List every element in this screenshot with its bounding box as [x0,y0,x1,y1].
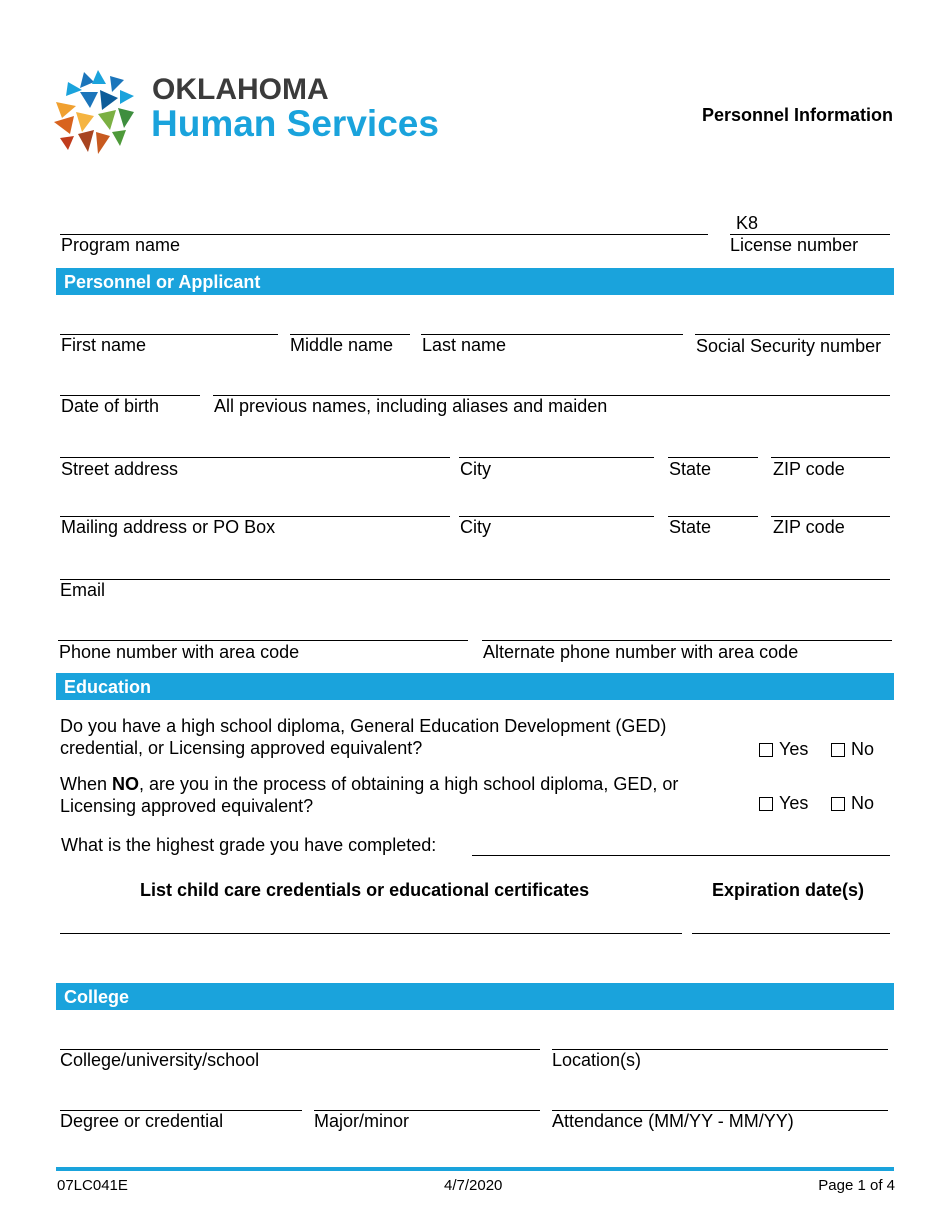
last-name-label: Last name [422,335,507,355]
alt-phone-label: Alternate phone number with area code [483,642,799,662]
section-personnel [56,268,894,295]
brand-top: OKLAHOMA [152,73,329,106]
in-process-yes-label: Yes [779,793,809,813]
footer-rule [56,1167,894,1171]
program-name-label: Program name [61,235,181,255]
email-label: Email [60,580,106,600]
street-city-label: City [460,459,491,479]
section-education [56,673,894,700]
phone-field[interactable] [58,640,468,641]
street-address-field[interactable] [60,457,450,458]
diploma-no-option[interactable] [831,739,874,759]
street-state-label: State [669,459,712,479]
alt-phone-field[interactable] [482,640,892,641]
in-process-bold: NO [112,774,140,794]
mailing-address-label: Mailing address or PO Box [61,517,276,537]
mailing-state-label: State [669,517,712,537]
dob-label: Date of birth [61,396,160,416]
section-college-title: College [64,987,130,1007]
diploma-yes-label: Yes [779,739,809,759]
middle-name-label: Middle name [290,335,394,355]
street-zip-label: ZIP code [773,459,845,479]
mailing-city-label: City [460,517,491,537]
logo-mark-icon [54,70,136,156]
license-number-value[interactable]: K8 [736,213,759,233]
diploma-no-checkbox[interactable] [831,743,845,757]
in-process-yes-checkbox[interactable] [759,797,773,811]
location-label: Location(s) [552,1050,642,1070]
diploma-no-label: No [851,739,875,759]
agency-logo [54,70,464,160]
credentials-field[interactable] [60,933,682,934]
page-number: Page 1 of 4 [818,1177,895,1194]
in-process-no-option[interactable] [831,793,874,813]
first-name-label: First name [61,335,147,355]
highest-grade-label: What is the highest grade you have completed: [61,835,437,855]
license-number-label: License number [730,235,859,255]
credentials-header: List child care credentials or educational certificates [140,880,590,900]
email-field[interactable] [60,579,890,580]
in-process-rest: , are you in the process of obtaining a high school diploma, GED, or Licensing approved equivalent? [60,774,679,816]
section-personnel-title: Personnel or Applicant [64,272,261,292]
diploma-question: Do you have a high school diploma, General Education Development (GED) credential, or Licensing approved equivalent? [60,716,667,758]
attendance-label: Attendance (MM/YY - MM/YY) [552,1111,794,1131]
street-zip-field[interactable] [771,457,890,458]
ssn-field[interactable] [695,334,890,335]
street-state-field[interactable] [668,457,758,458]
street-city-field[interactable] [459,457,654,458]
section-education-title: Education [64,677,152,697]
form-code: 07LC041E [57,1177,128,1194]
form-title: Personnel Information [701,105,893,125]
in-process-no-label: No [851,793,875,813]
street-address-label: Street address [61,459,179,479]
major-label: Major/minor [314,1111,410,1131]
degree-label: Degree or credential [60,1111,224,1131]
in-process-question [60,773,720,817]
phone-label: Phone number with area code [59,642,300,662]
form-date: 4/7/2020 [444,1177,503,1194]
expiration-field[interactable] [692,933,890,934]
diploma-yes-checkbox[interactable] [759,743,773,757]
previous-names-label: All previous names, including aliases and maiden [214,396,608,416]
highest-grade-field[interactable] [472,855,890,856]
expiration-header: Expiration date(s) [712,880,865,900]
ssn-label: Social Security number [696,336,882,356]
in-process-prefix: When [60,774,113,794]
in-process-yes-option[interactable] [759,793,808,813]
mailing-zip-label: ZIP code [773,517,845,537]
diploma-yes-option[interactable] [759,739,808,759]
brand-bottom: Human Services [151,103,439,144]
school-label: College/university/school [60,1050,260,1070]
in-process-no-checkbox[interactable] [831,797,845,811]
section-college [56,983,894,1010]
